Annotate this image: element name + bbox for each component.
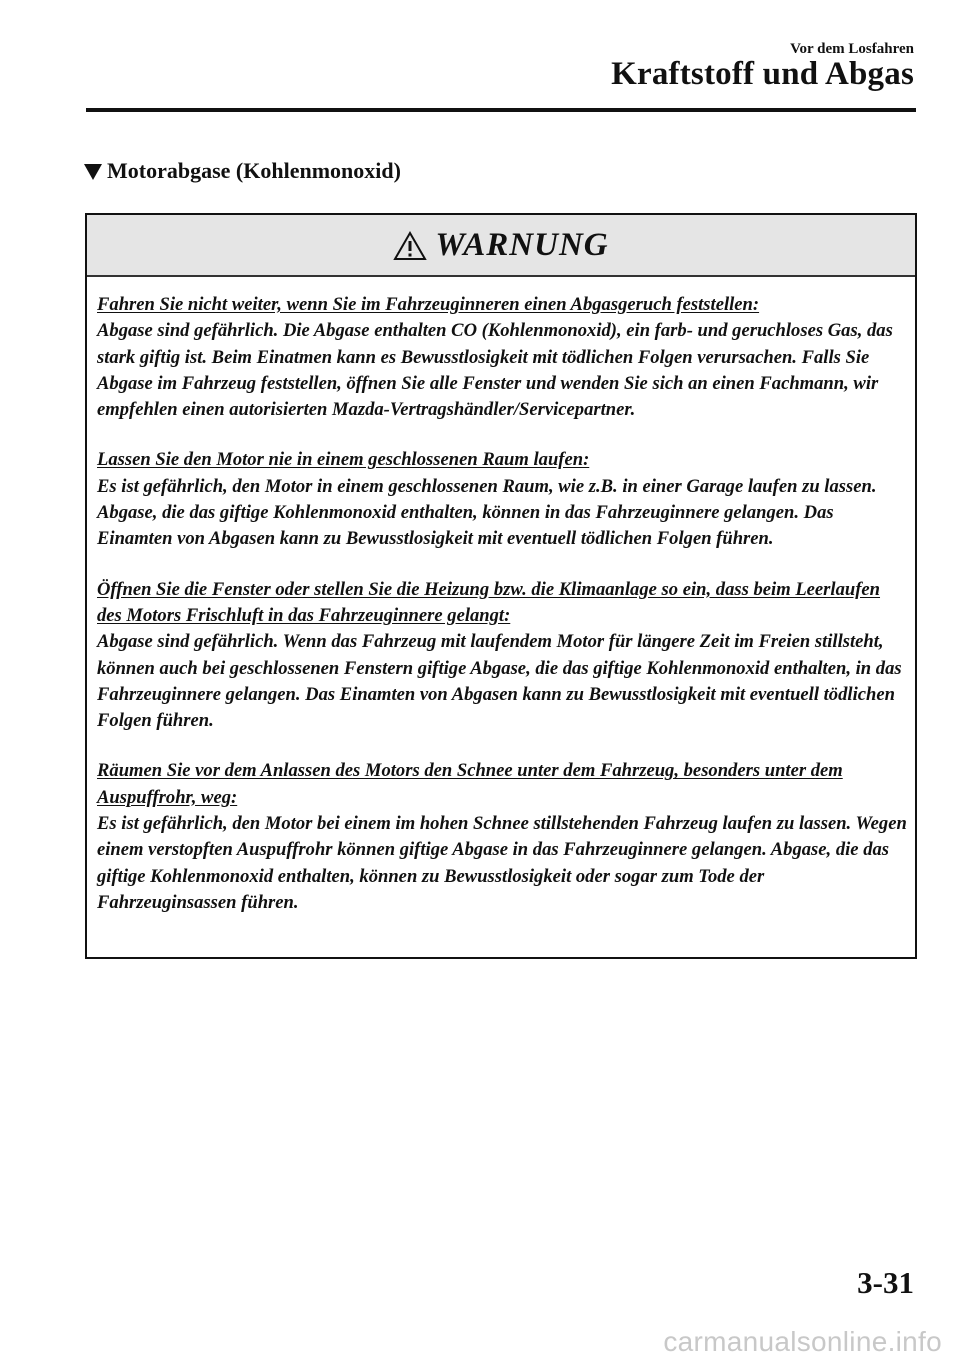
watermark: carmanualsonline.info: [663, 1326, 942, 1357]
warning-block-heading: Öffnen Sie die Fenster oder stellen Sie die Heizung bzw. die Klimaanlage so ein, dass beim Leerlaufen des Motors Frischluft in das Fahrzeuginnere gelangt:: [97, 578, 881, 626]
page-number: 3-31: [857, 1265, 914, 1300]
warning-block: [97, 758, 907, 916]
warning-block: [97, 292, 907, 423]
warning-icon: [393, 231, 427, 261]
warning-block: [97, 577, 907, 735]
warning-header: [87, 215, 915, 277]
section-heading: [84, 158, 401, 184]
triangle-down-icon: [84, 164, 102, 180]
warning-label: WARNUNG: [435, 226, 609, 263]
warning-block-heading: Fahren Sie nicht weiter, wenn Sie im Fahrzeuginneren einen Abgasgeruch feststellen:: [97, 294, 760, 315]
warning-block: [97, 447, 907, 552]
warning-box: [85, 213, 917, 959]
page-title: Kraftstoff und Abgas: [611, 56, 914, 92]
header-divider: [86, 108, 916, 112]
warning-block-text: Es ist gefährlich, den Motor in einem geschlossenen Raum, wie z.B. in einer Garage laufen zu lassen. Abgase, die das giftige Kohlenmonoxid enthalten, können in das Fahrzeuginnere gelangen. Das Einamten von Abgasen kann zu Bewusstlosigkeit mit eventuell tödlichen Folgen führen.: [97, 475, 877, 550]
warning-body: [87, 277, 915, 916]
warning-block-text: Abgase sind gefährlich. Wenn das Fahrzeug mit laufendem Motor für längere Zeit im Freien stillsteht, können auch bei geschlossenen Fenstern giftige Abgase, die das giftige Kohlenmonoxid enthalten, in das Fahrzeuginnere gelangen. Das Einamten von Abgasen kann zu Bewusstlosigkeit mit eventuell tödlichen Folgen führen.: [97, 631, 902, 732]
warning-block-text: Es ist gefährlich, den Motor bei einem im hohen Schnee stillstehenden Fahrzeug laufen zu lassen. Wegen einem verstopften Auspuffrohr können giftige Abgase in das Fahrzeuginnere gelangen. Abgase, die das giftige Kohlenmonoxid enthalten, können zu Bewusstlosigkeit oder sogar zum Tode der Fahrzeuginsassen führen.: [97, 813, 907, 913]
warning-block-heading: Lassen Sie den Motor nie in einem geschlossenen Raum laufen:: [97, 449, 590, 471]
warning-block-heading: Räumen Sie vor dem Anlassen des Motors den Schnee unter dem Fahrzeug, besonders unter dem Auspuffrohr, weg:: [97, 760, 843, 808]
chapter-label: Vor dem Losfahren: [790, 41, 914, 57]
warning-block-text: Abgase sind gefährlich. Die Abgase enthalten CO (Kohlenmonoxid), ein farb- und geruchloses Gas, das stark giftig ist. Beim Einatmen kann es Bewusstlosigkeit mit tödlichen Folgen verursachen. Falls Sie Abgase im Fahrzeug feststellen, öffnen Sie alle Fenster und wenden Sie sich an einen Fachmann, wir empfehlen einen autorisierten Mazda-Vertragshändler/Servicepartner.: [97, 320, 893, 421]
section-heading-text: Motorabgase (Kohlenmonoxid): [107, 158, 401, 183]
